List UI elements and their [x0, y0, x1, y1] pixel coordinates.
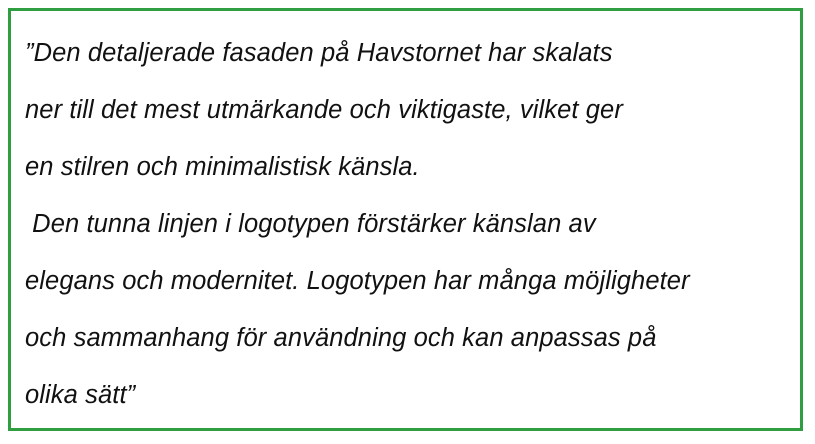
- quote-line: olika sätt”: [25, 381, 136, 409]
- quote-line: Den tunna linjen i logotypen förstärker känslan av: [25, 210, 596, 238]
- quote-card: [8, 8, 803, 431]
- quote-line: och sammanhang för användning och kan anpassas på: [25, 324, 657, 352]
- quote-text-block: [25, 25, 786, 424]
- quote-line: ner till det mest utmärkande och viktigaste, vilket ger: [25, 96, 623, 124]
- quote-line: ”Den detaljerade fasaden på Havstornet har skalats: [25, 39, 613, 67]
- quote-line: elegans och modernitet. Logotypen har många möjligheter: [25, 267, 690, 295]
- quote-line: en stilren och minimalistisk känsla.: [25, 153, 420, 181]
